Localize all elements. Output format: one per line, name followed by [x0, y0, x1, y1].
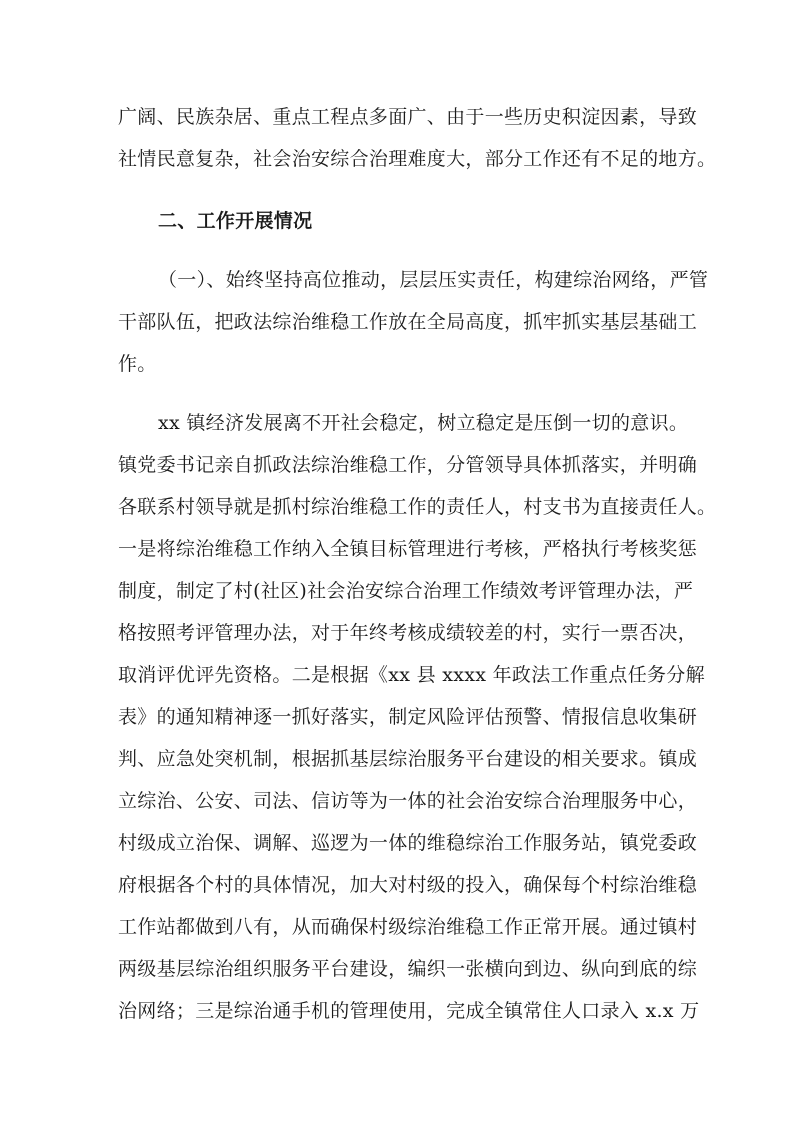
paragraph-line-1: xx 镇经济发展离不开社会稳定，树立稳定是压倒一切的意识。 — [158, 412, 689, 434]
paragraph-line-4: 一是将综治维稳工作纳入全镇目标管理进行考核，严格执行考核奖惩 — [118, 538, 698, 560]
section-heading: 二、工作开展情况 — [158, 210, 313, 232]
paragraph-line-14: 两级基层综治组织服务平台建设，编织一张横向到边、纵向到底的综 — [118, 958, 698, 980]
paragraph-line-12: 府根据各个村的具体情况，加大对村级的投入，确保每个村综治维稳 — [118, 874, 698, 896]
subsection-line-1: （一）、始终坚持高位推动，层层压实责任，构建综治网络，严管 — [158, 269, 709, 291]
text-line-1: 广阔、民族杂居、重点工程点多面广、由于一些历史积淀因素，导致 — [118, 106, 698, 128]
paragraph-line-8: 表》的通知精神逐一抓好落实，制定风险评估预警、情报信息收集研 — [118, 706, 698, 728]
paragraph-line-9: 判、应急处突机制，根据抓基层综治服务平台建设的相关要求。镇成 — [118, 748, 698, 770]
paragraph-line-2: 镇党委书记亲自抓政法综治维稳工作，分管领导具体抓落实，并明确 — [118, 454, 698, 476]
subsection-line-3: 作。 — [118, 353, 157, 375]
paragraph-line-3: 各联系村领导就是抓村综治维稳工作的责任人，村支书为直接责任人。 — [118, 496, 717, 518]
paragraph-line-6: 格按照考评管理办法，对于年终考核成绩较差的村，实行一票否决， — [118, 622, 698, 644]
paragraph-line-5: 制度，制定了村(社区)社会治安综合治理工作绩效考评管理办法，严 — [118, 580, 694, 602]
paragraph-line-10: 立综治、公安、司法、信访等为一体的社会治安综合治理服务中心， — [118, 790, 698, 812]
text-line-2: 社情民意复杂，社会治安综合治理难度大，部分工作还有不足的地方。 — [118, 148, 717, 170]
paragraph-line-7: 取消评优评先资格。二是根据《xx 县 xxxx 年政法工作重点任务分解 — [118, 664, 705, 686]
paragraph-line-15: 治网络；三是综治通手机的管理使用，完成全镇常住人口录入 x.x 万 — [118, 1000, 700, 1022]
paragraph-line-13: 工作站都做到八有，从而确保村级综治维稳工作正常开展。通过镇村 — [118, 916, 698, 938]
subsection-line-2: 干部队伍，把政法综治维稳工作放在全局高度，抓牢抓实基层基础工 — [118, 311, 698, 333]
paragraph-line-11: 村级成立治保、调解、巡逻为一体的维稳综治工作服务站，镇党委政 — [118, 832, 698, 854]
